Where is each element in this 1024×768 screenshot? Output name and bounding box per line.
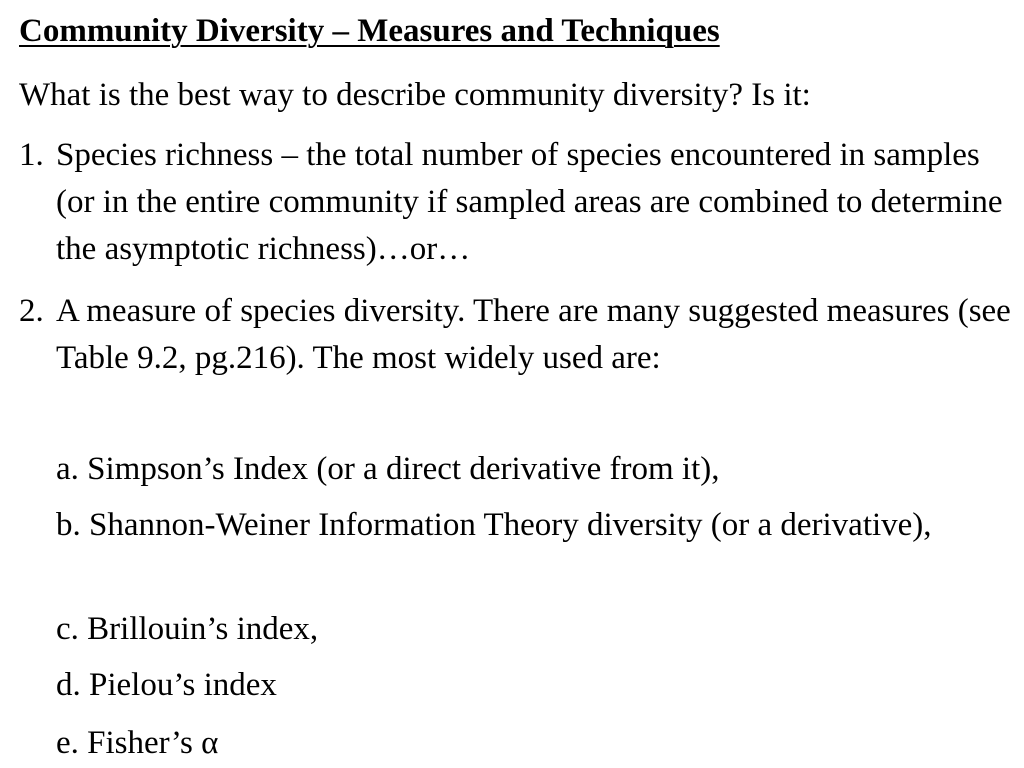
sub-item-simpson: a. Simpson’s Index (or a direct derivative from it), bbox=[56, 451, 720, 487]
intro-question: What is the best way to describe community diversity? Is it: bbox=[19, 77, 811, 113]
sub-item-brillouin: c. Brillouin’s index, bbox=[56, 611, 319, 647]
slide-title: Community Diversity – Measures and Techniques bbox=[19, 13, 720, 49]
item-text: Species richness – the total number of species encountered in samples (or in the entire community if sampled areas are combined to determine the asymptotic richness)…or… bbox=[56, 137, 1003, 267]
numbered-item-2 bbox=[19, 288, 1019, 382]
item-number: 1. bbox=[19, 137, 44, 173]
sub-item-shannon-weiner: b. Shannon-Weiner Information Theory diversity (or a derivative), bbox=[56, 507, 932, 543]
sub-item-fisher: e. Fisher’s α bbox=[56, 725, 219, 761]
sub-item-pielou: d. Pielou’s index bbox=[56, 667, 277, 703]
item-text: A measure of species diversity. There are many suggested measures (see Table 9.2, pg.216). The most widely used are: bbox=[56, 293, 1011, 376]
item-number: 2. bbox=[19, 293, 44, 329]
numbered-item-1 bbox=[19, 132, 1019, 273]
